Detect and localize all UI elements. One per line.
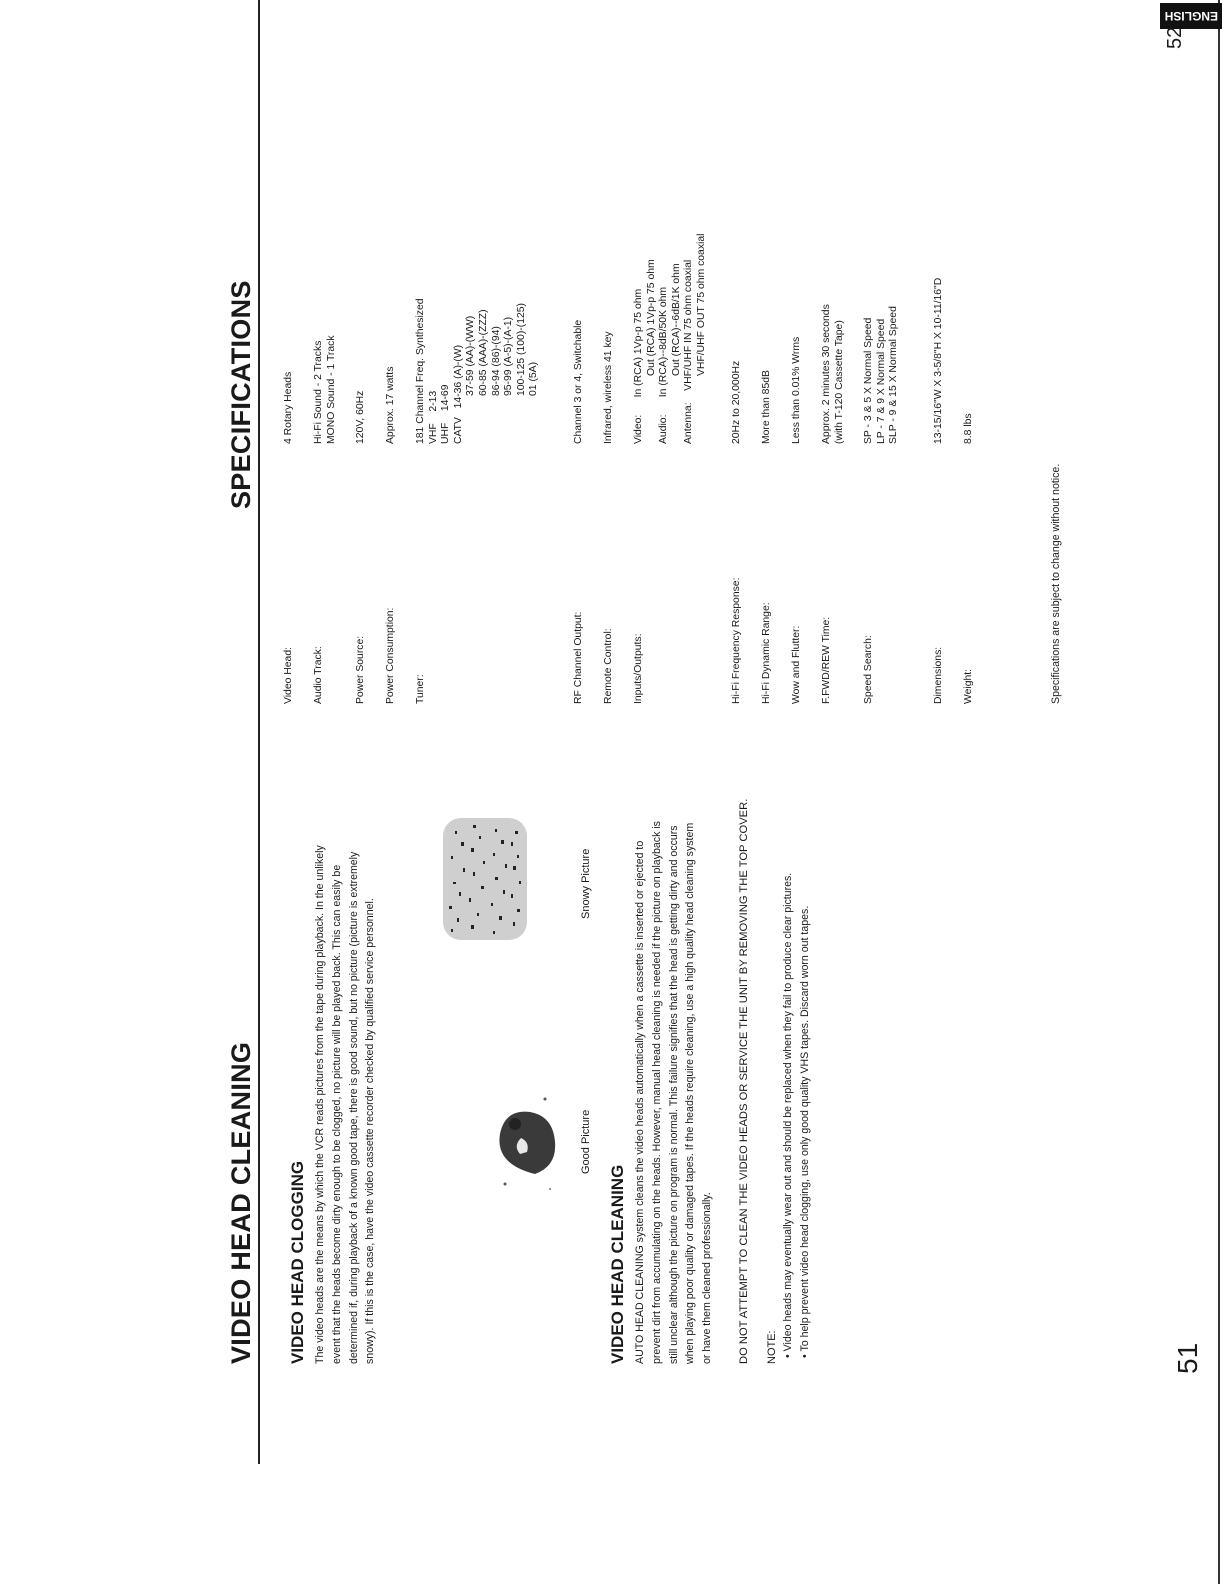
spec-label: Video Head: bbox=[283, 646, 294, 704]
specifications-footnote: Specifications are subject to change without notice. bbox=[1050, 463, 1062, 704]
note-heading: NOTE: bbox=[766, 1330, 778, 1364]
spec-value: 13-15/16"W X 3-5/8"H X 10-11/16"D bbox=[933, 277, 944, 444]
spec-value: Less than 0.01% Wrms bbox=[791, 336, 802, 444]
spec-label: Wow and Flutter: bbox=[791, 625, 802, 704]
spec-label: Power Source: bbox=[355, 635, 366, 704]
spec-label: Hi-Fi Dynamic Range: bbox=[761, 602, 772, 704]
spec-value: SP - 3 & 5 X Normal Speed LP - 7 & 9 X Normal Speed SLP - 9 & 15 X Normal Speed bbox=[863, 306, 900, 444]
spec-label: F.FWD/REW Time: bbox=[821, 616, 832, 704]
cleaning-line: or have them cleaned professionally. bbox=[701, 1192, 714, 1364]
spec-label: Audio Track: bbox=[313, 646, 324, 704]
page-number-right: 52 bbox=[1164, 26, 1186, 49]
snowy-picture-caption: Snowy Picture bbox=[580, 848, 592, 919]
spec-value: Video: In (RCA) 1Vp-p 75 ohm Out (RCA) 1Vp-p 75 ohm Audio: In (RCA)--8dB/50K ohm Out (RCA)--6dB/1K ohm Antenna: VHF/UHF IN 75 ohm coaxial VHF/UHF OUT 75 ohm coaxial bbox=[633, 233, 707, 444]
cleaning-line: when playing poor quality or damaged tapes. If the heads require cleaning, use a high quality head cleaning system bbox=[684, 822, 697, 1364]
spec-label: Dimensions: bbox=[933, 646, 944, 704]
spec-label: Remote Control: bbox=[603, 628, 614, 704]
spec-value: Hi-Fi Sound - 2 Tracks MONO Sound - 1 Track bbox=[313, 335, 337, 444]
header-rule bbox=[258, 0, 260, 1464]
clogging-paragraph bbox=[312, 764, 379, 1364]
spec-label: RF Channel Output: bbox=[573, 611, 584, 704]
spec-value: Channel 3 or 4, Switchable bbox=[573, 319, 584, 444]
spec-label: Inputs/Outputs: bbox=[633, 633, 644, 704]
note-bullet: • Video heads may eventually wear out and should be replaced when they fail to produce clear pictures. bbox=[782, 872, 794, 1358]
cleaning-heading: VIDEO HEAD CLEANING bbox=[608, 1164, 627, 1364]
cleaning-line: still unclear although the picture on program is normal. This failure signifies that the head is getting dirty and occurs bbox=[667, 825, 680, 1364]
clogging-line: snowy). If this is the case, have the video cassette recorder checked by qualified service personnel. bbox=[364, 898, 377, 1364]
cleaning-line: prevent dirt from accumulating on the heads. However, manual head cleaning is needed if the picture on playback is bbox=[650, 821, 663, 1364]
spec-value: More than 85dB bbox=[761, 370, 772, 444]
snowy-picture-image bbox=[437, 814, 532, 944]
spec-value: 4 Rotary Heads bbox=[283, 371, 294, 444]
page-edge-rule bbox=[1218, 0, 1220, 1584]
good-picture-caption: Good Picture bbox=[580, 1109, 592, 1174]
spec-value: Approx. 17 watts bbox=[385, 366, 396, 444]
spec-value: 8.8 lbs bbox=[963, 413, 974, 444]
spec-label: Weight: bbox=[963, 668, 974, 704]
specifications-table bbox=[283, 4, 1033, 704]
clogging-line: event that the heads become dirty enough to be clogged, no picture will be played back. This can easily be bbox=[330, 864, 343, 1364]
page-title-left: VIDEO HEAD CLEANING bbox=[226, 1041, 256, 1364]
spec-value: 20Hz to 20,000Hz bbox=[731, 360, 742, 444]
clogging-line: determined if, during playback of a known good tape, there is good sound, but no picture (picture is extremely bbox=[347, 851, 360, 1364]
clogging-line: The video heads are the means by which the VCR reads pictures from the tape during playback. In the unlikely bbox=[314, 845, 326, 1364]
page-title-right: SPECIFICATIONS bbox=[226, 280, 256, 509]
cleaning-paragraph bbox=[632, 724, 716, 1364]
spec-value: Approx. 2 minutes 30 seconds (with T-120 Cassette Tape) bbox=[821, 304, 845, 444]
note-bullet: • To help prevent video head clogging, use only good quality VHS tapes. Discard worn out tapes. bbox=[799, 905, 811, 1358]
spec-label: Hi-Fi Frequency Response: bbox=[731, 577, 742, 704]
language-badge: ENGLISH bbox=[1160, 3, 1222, 29]
cleaning-line: AUTO HEAD CLEANING system cleans the video heads automatically when a cassette is inserted or ejected to bbox=[634, 840, 646, 1364]
spec-label: Power Consumption: bbox=[385, 607, 396, 704]
spec-value: 120V, 60Hz bbox=[355, 390, 366, 444]
good-picture-image bbox=[475, 1084, 570, 1204]
spec-label: Speed Search: bbox=[863, 635, 874, 704]
cleaning-warning: DO NOT ATTEMPT TO CLEAN THE VIDEO HEADS OR SERVICE THE UNIT BY REMOVING THE TOP COVER. bbox=[738, 798, 750, 1364]
spec-value: Infrared, wireless 41 key bbox=[603, 331, 614, 444]
page-number-left: 51 bbox=[1172, 1342, 1203, 1374]
clogging-heading: VIDEO HEAD CLOGGING bbox=[288, 1160, 307, 1364]
spec-label: Tuner: bbox=[415, 674, 426, 704]
spec-value: 181 Channel Freq. Synthesized VHF 2-13 UHF 14-69 CATV 14-36 (A)-(W) 37-59 (AA)-(WW) 60-85 (AAA)-(ZZZ) 86-94 (86)-(94) 95-99 (A-5)-(A-1) 100-125 (100)-(125) 01 (5A) bbox=[415, 298, 540, 444]
